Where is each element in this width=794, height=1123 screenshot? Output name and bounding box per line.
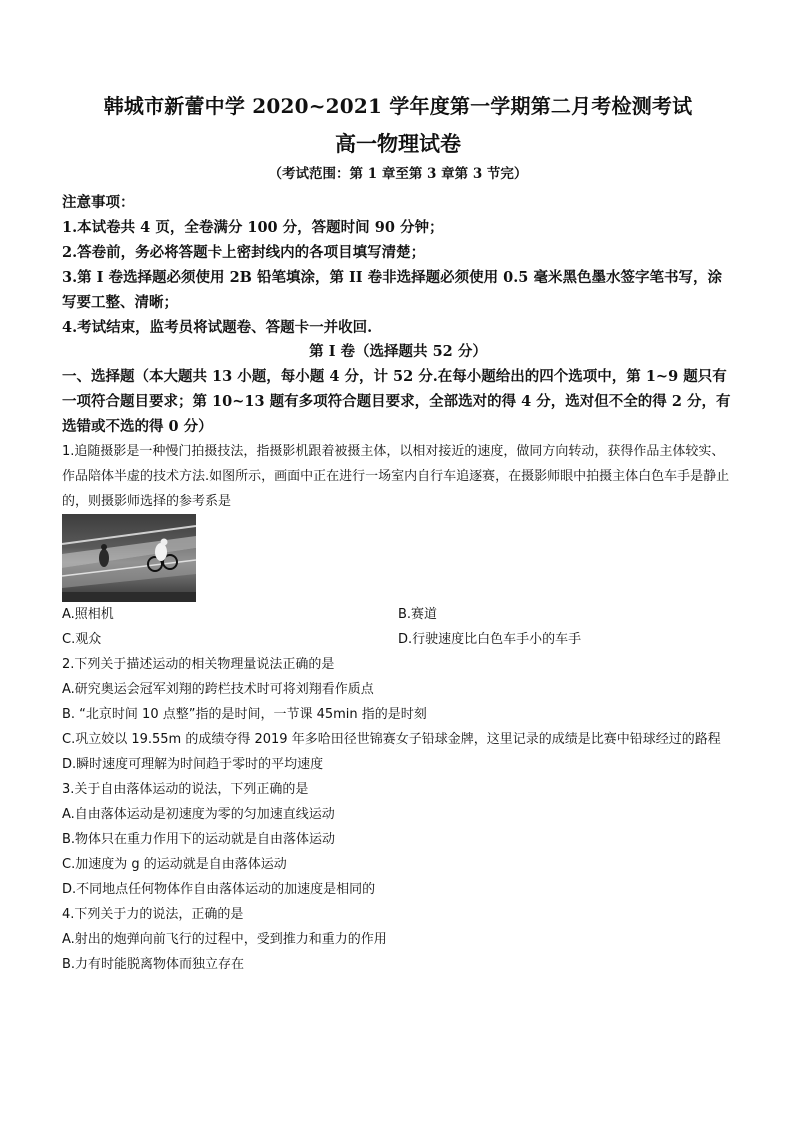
note-item: 1.本试卷共 4 页，全卷满分 100 分，答题时间 90 分钟； — [62, 219, 444, 236]
exam-scope: （考试范围：第 1 章至第 3 章第 3 节完） — [268, 166, 528, 182]
options-row — [62, 627, 734, 652]
option-a: A.照相机 — [62, 607, 114, 622]
option-c: C.观众 — [62, 632, 102, 647]
note-item: 3.第 I 卷选择题必须使用 2B 铅笔填涂，第 II 卷非选择题必须使用 0.5 毫米黑色墨水签字笔书写，涂写要工整、清晰； — [62, 269, 722, 311]
question-stem: 4.下列关于力的说法，正确的是 — [62, 907, 244, 922]
option-a: A.自由落体运动是初速度为零的匀加速直线运动 — [62, 807, 335, 822]
option-b: B.力有时能脱离物体而独立存在 — [62, 957, 245, 972]
question-2 — [62, 652, 734, 777]
option-a: A.射出的炮弹向前飞行的过程中，受到推力和重力的作用 — [62, 932, 387, 947]
question-stem: 1.追随摄影是一种慢门拍摄技法，指摄影机跟着被摄主体，以相对接近的速度，做同方向转动，获得作品主体较实、作品陪体半虚的技术方法.如图所示，画面中正在进行一场室内自行车追逐赛，在摄影师眼中拍摄主体白色车手是静止的，则摄影师选择的参考系是 — [62, 444, 730, 509]
option-c: C.加速度为 g 的运动就是自由落体运动 — [62, 857, 287, 872]
question-stem: 3.关于自由落体运动的说法，下列正确的是 — [62, 782, 309, 797]
option-d: D.行驶速度比白色车手小的车手 — [398, 632, 582, 647]
exam-page — [62, 92, 734, 977]
exam-subtitle: 高一物理试卷 — [335, 131, 461, 156]
options-row — [62, 602, 734, 627]
notes-block — [62, 190, 734, 340]
note-item: 4.考试结束，监考员将试题卷、答题卡一并收回. — [62, 319, 373, 336]
question-4 — [62, 902, 734, 977]
question-3 — [62, 777, 734, 902]
option-d: D.不同地点任何物体作自由落体运动的加速度是相同的 — [62, 882, 376, 897]
cycling-photo-drawing — [62, 514, 196, 602]
option-d: D.瞬时速度可理解为时间趋于零时的平均速度 — [62, 757, 324, 772]
option-a: A.研究奥运会冠军刘翔的跨栏技术时可将刘翔看作质点 — [62, 682, 374, 697]
option-b: B. “北京时间 10 点整”指的是时间，一节课 45min 指的是时刻 — [62, 707, 427, 722]
notes-heading: 注意事项： — [62, 194, 135, 211]
exam-title: 韩城市新蕾中学 2020~2021 学年度第一学期第二月考检测考试 — [103, 94, 693, 118]
question-stem: 2.下列关于描述运动的相关物理量说法正确的是 — [62, 657, 335, 672]
option-b: B.物体只在重力作用下的运动就是自由落体运动 — [62, 832, 336, 847]
section-title: 第 I 卷（选择题共 52 分） — [309, 343, 487, 360]
question-1 — [62, 439, 734, 652]
option-c: C.巩立姣以 19.55m 的成绩夺得 2019 年多哈田径世锦赛女子铅球金牌，这里记录的成绩是比赛中铅球经过的路程 — [62, 732, 721, 747]
option-b: B.赛道 — [398, 607, 438, 622]
cycling-photo — [62, 514, 196, 602]
section-intro: 一、选择题（本大题共 13 小题，每小题 4 分，计 52 分.在每小题给出的四个选项中，第 1~9 题只有一项符合题目要求；第 10~13 题有多项符合题目要求，全部选对的得 4 分，选对但不全的得 2 分，有选错或不选的得 0 分） — [62, 368, 731, 435]
note-item: 2.答卷前，务必将答题卡上密封线内的各项目填写清楚； — [62, 244, 426, 261]
